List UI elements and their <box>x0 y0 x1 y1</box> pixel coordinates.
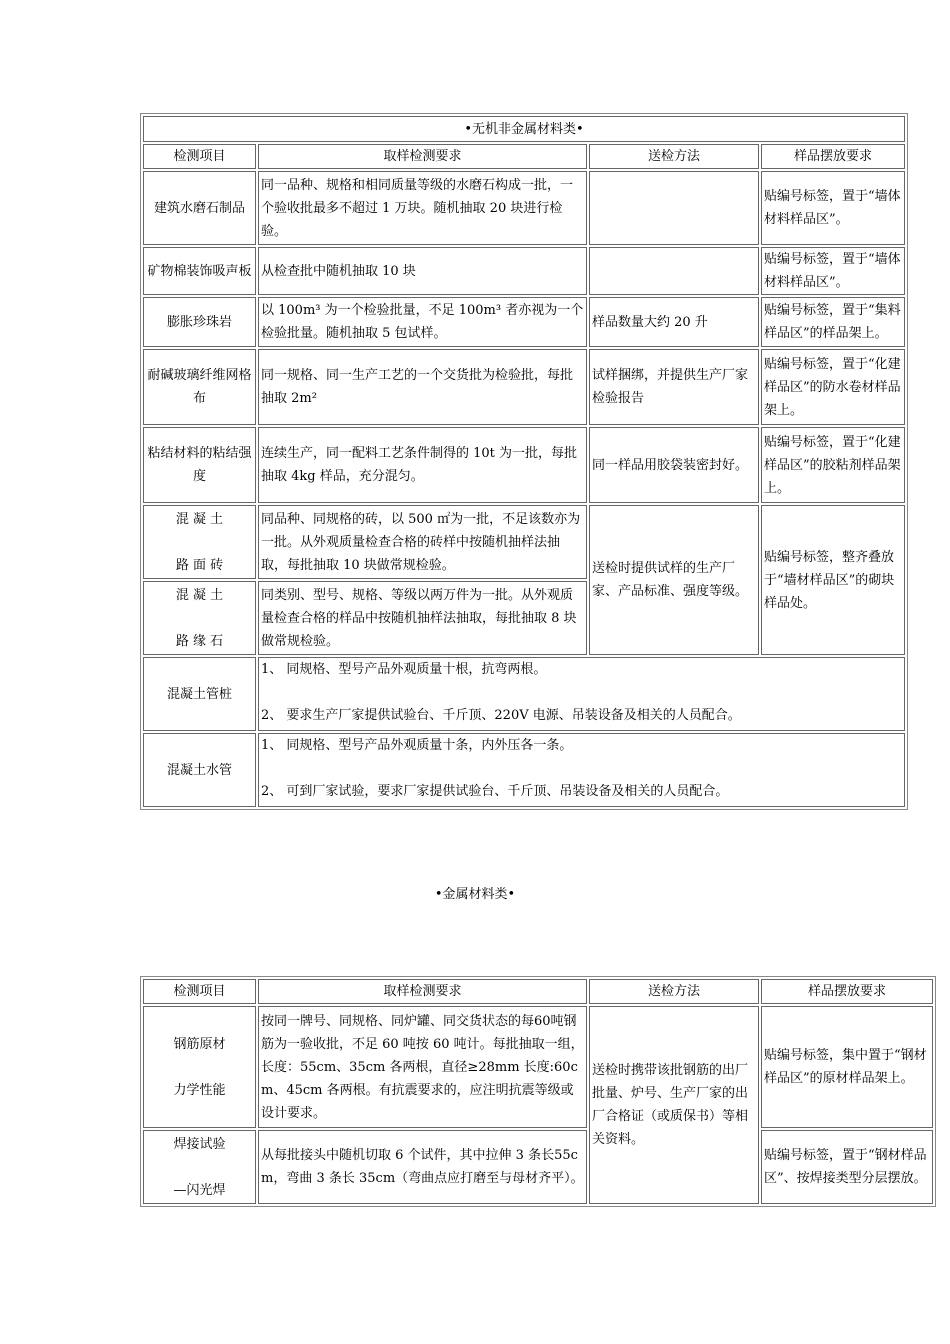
item-name: 粘结材料的粘结强度 <box>143 427 256 503</box>
placement-requirement: 贴编号标签，置于“墙体材料样品区”。 <box>761 171 905 245</box>
submission-method <box>589 247 759 295</box>
item-name-line2: 路 缘 石 <box>175 633 224 649</box>
sampling-requirement: 从检查批中随机抽取 10 块 <box>258 247 587 295</box>
placement-requirement: 贴编号标签，置于“化建样品区”的胶粘剂样品架上。 <box>761 427 905 503</box>
requirement-line: 2、 要求生产厂家提供试验台、千斤顶、220V 电源、吊装设备及相关的人员配合。 <box>261 708 741 723</box>
table-row <box>143 1130 933 1204</box>
placement-requirement: 贴编号标签，集中置于“钢材样品区”的原材样品架上。 <box>761 1006 933 1128</box>
sampling-requirement: 从每批接头中随机切取 6 个试件，其中拉伸 3 条长55cm，弯曲 3 条长 35cm（弯曲点应打磨至与母材齐平）。 <box>258 1130 587 1204</box>
item-name: 混凝土水管 <box>143 733 256 807</box>
header-placement: 样品摆放要求 <box>761 979 933 1004</box>
placement-requirement: 贴编号标签，置于“化建样品区”的防水卷材样品架上。 <box>761 349 905 425</box>
sampling-requirement: 以 100m³ 为一个检验批量，不足 100m³ 者亦视为一个检验批量。随机抽取 5 包试样。 <box>258 297 587 347</box>
item-name: 混凝土管桩 <box>143 657 256 731</box>
table-row <box>143 171 905 245</box>
item-name: 耐碱玻璃纤维网格布 <box>143 349 256 425</box>
table-row <box>143 349 905 425</box>
item-name-line2: 路 面 砖 <box>175 557 224 573</box>
sampling-requirement: 同一品种、规格和相同质量等级的水磨石构成一批，一个验收批最多不超过 1 万块。随机抽取 20 块进行检验。 <box>258 171 587 245</box>
item-name <box>143 581 256 655</box>
sampling-requirement: 同一规格、同一生产工艺的一个交货批为检验批，每批抽取 2m² <box>258 349 587 425</box>
table-row <box>143 733 905 807</box>
item-name: 膨胀珍珠岩 <box>143 297 256 347</box>
table-row <box>143 1006 933 1128</box>
header-requirement: 取样检测要求 <box>258 144 587 169</box>
placement-requirement: 贴编号标签，整齐叠放于“墙材样品区”的砌块样品处。 <box>761 505 905 655</box>
table-row <box>143 427 905 503</box>
placement-requirement: 贴编号标签，置于“集料样品区”的样品架上。 <box>761 297 905 347</box>
item-name-line1: 混 凝 土 <box>175 511 224 527</box>
sampling-requirement: 按同一牌号、同规格、同炉罐、同交货状态的每60吨钢筋为一验收批，不足 60 吨按 60 吨计。每批抽取一组，长度：55cm、35cm 各两根，直径≥28mm 长度:60cm、45cm 各两根。有抗震要求的，应注明抗震等级或设计要求。 <box>258 1006 587 1128</box>
sampling-requirement: 同类别、型号、规格、等级以两万件为一批。从外观质量检查合格的样品中按随机抽样法抽取，每批抽取 8 块做常规检验。 <box>258 581 587 655</box>
item-name-line1: 钢筋原材 <box>173 1036 226 1052</box>
submission-method <box>589 171 759 245</box>
item-name <box>143 1006 256 1128</box>
submission-method: 样品数量大约 20 升 <box>589 297 759 347</box>
requirement-line: 2、 可到厂家试验，要求厂家提供试验台、千斤顶、吊装设备及相关的人员配合。 <box>261 784 729 799</box>
requirement-line: 1、 同规格、型号产品外观质量十条，内外压各一条。 <box>261 738 573 753</box>
placement-requirement: 贴编号标签，置于“墙体材料样品区”。 <box>761 247 905 295</box>
header-item: 检测项目 <box>143 979 256 1004</box>
item-name-line1: 混 凝 土 <box>175 587 224 603</box>
header-requirement: 取样检测要求 <box>258 979 587 1004</box>
item-name: 建筑水磨石制品 <box>143 171 256 245</box>
submission-method: 送检时携带该批钢筋的出厂批量、炉号、生产厂家的出厂合格证（或质保书）等相关资料。 <box>589 1006 759 1204</box>
table-row <box>143 505 905 579</box>
item-name <box>143 1130 256 1204</box>
table-row <box>143 657 905 731</box>
submission-method: 送检时提供试样的生产厂家、产品标准、强度等级。 <box>589 505 759 655</box>
table-row <box>143 247 905 295</box>
inorganic-materials-table <box>140 113 908 810</box>
submission-method: 同一样品用胶袋装密封好。 <box>589 427 759 503</box>
header-method: 送检方法 <box>589 979 759 1004</box>
metal-materials-table <box>140 976 936 1207</box>
item-name-line1: 焊接试验 <box>173 1136 226 1152</box>
submission-method: 试样捆绑，并提供生产厂家检验报告 <box>589 349 759 425</box>
header-placement: 样品摆放要求 <box>761 144 905 169</box>
header-method: 送检方法 <box>589 144 759 169</box>
item-name <box>143 505 256 579</box>
section-title: •金属材料类• <box>434 887 516 902</box>
section-title: •无机非金属材料类• <box>143 116 905 142</box>
item-name: 矿物棉装饰吸声板 <box>143 247 256 295</box>
sampling-requirement: 同品种、同规格的砖，以 500 ㎡为一批，不足该数亦为一批。从外观质量检查合格的砖样中按随机抽样法抽取，每批抽取 10 块做常规检验。 <box>258 505 587 579</box>
requirement-line: 1、 同规格、型号产品外观质量十根，抗弯两根。 <box>261 662 547 677</box>
sampling-requirement: 连续生产，同一配料工艺条件制得的 10t 为一批，每批抽取 4kg 样品，充分混匀。 <box>258 427 587 503</box>
item-name-line2: —闪光焊 <box>173 1182 226 1198</box>
header-item: 检测项目 <box>143 144 256 169</box>
item-name-line2: 力学性能 <box>173 1082 226 1098</box>
table-row <box>143 297 905 347</box>
placement-requirement: 贴编号标签，置于“钢材样品区”、按焊接类型分层摆放。 <box>761 1130 933 1204</box>
sampling-requirement <box>258 657 905 731</box>
sampling-requirement <box>258 733 905 807</box>
